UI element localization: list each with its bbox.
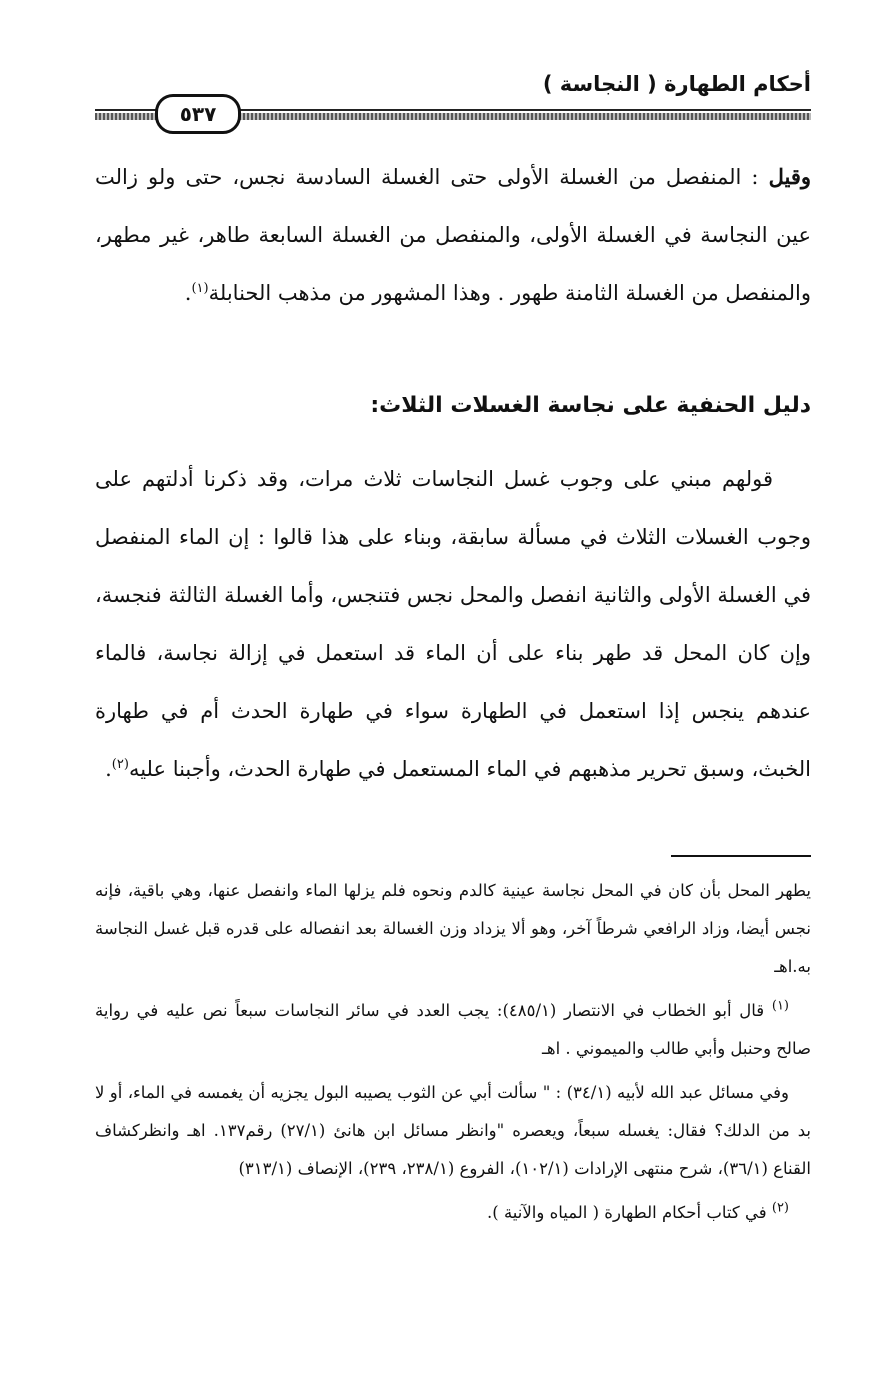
section-heading: دليل الحنفية على نجاسة الغسلات الثلاث: — [370, 393, 811, 418]
footnote-ref-1: (١) — [191, 281, 209, 296]
footnote-continuation: يطهر المحل بأن كان في المحل نجاسة عينية كالدم ونحوه فلم يزلها الماء وانفصل عنها، وهي باقية، فإنه نجس أيضا، وزاد الرافعي شرطاً آخر، وهو ألا يزداد وزن الغسالة بعد انفصاله على قدره قبل غسل النجاسة به.اهـ — [95, 881, 811, 976]
footnote-ref-2: (٢) — [111, 757, 129, 772]
paragraph-text: : المنفصل من الغسلة الأولى حتى الغسلة السادسة نجس، حتى ولو زالت عين النجاسة في الغسلة الأولى، والمنفصل من الغسلة السابعة طاهر، غير مطهر، والمنفصل من الغسلة الثامنة طهور . وهذا المشهور من مذهب الحنابلة — [95, 165, 811, 305]
footnote-1-text: قال أبو الخطاب في الانتصار (٤٨٥/١): يجب العدد في سائر النجاسات سبعاً نص عليه في رواية صالح وحنبل وأبي طالب والميموني . اهـ — [95, 1001, 811, 1058]
paragraph-lead-word: وقيل — [768, 164, 811, 189]
paragraph-end: . — [105, 757, 112, 781]
footnote-1-continuation: وفي مسائل عبد الله لأبيه (٣٤/١) : " سألت أبي عن الثوب يصيبه البول يجزيه أن يغمسه في الماء، أو لا بد من الدلك؟ فقال: يغسله سبعاً، ويعصره "وانظر مسائل ابن هانئ (٢٧/١) رقم١٣٧. اهـ وانظركشاف القناع (٣٦/١)، شرح منتهى الإرادات (١٠٢/١)، الفروع (٢٣٨/١، ٢٣٩)، الإنصاف (٣١٣/١) — [95, 1083, 811, 1178]
paragraph-hanafi-evidence — [95, 450, 811, 798]
paragraph-end: . — [184, 281, 192, 305]
footnote-2-text: في كتاب أحكام الطهارة ( المياه والآنية ). — [487, 1203, 772, 1222]
footnote-marker-2: (٢) — [771, 1200, 789, 1216]
paragraph-text: قولهم مبني على وجوب غسل النجاسات ثلاث مرات، وقد ذكرنا أدلتهم على وجوب الغسلات الثلاث في مسألة سابقة، وبناء على هذا قالوا : إن الماء المنفصل في الغسلة الأولى والثانية انفصل والمحل نجس فتنجس، وأما الغسلة الثالثة فنجسة، وإن كان المحل قد طهر بناء على أن الماء قد استعمل في إزالة نجاسة، فالماء عندهم ينجس إذا استعمل في الطهارة سواء في طهارة الحدث أم في طهارة الخبث، وسبق تحرير مذهبهم في الماء المستعمل في طهارة الحدث، وأجبنا عليه — [95, 467, 811, 781]
footnote-1 — [95, 992, 811, 1068]
footnote-separator — [671, 855, 811, 857]
footnote-2 — [95, 1194, 811, 1232]
running-header-title: أحكام الطهارة ( النجاسة ) — [542, 72, 811, 96]
footnotes-section — [95, 872, 811, 1238]
page-number: ٥٣٧ — [155, 94, 241, 134]
footnote-marker-1: (١) — [771, 998, 789, 1014]
paragraph-hanbali-view — [95, 148, 811, 322]
